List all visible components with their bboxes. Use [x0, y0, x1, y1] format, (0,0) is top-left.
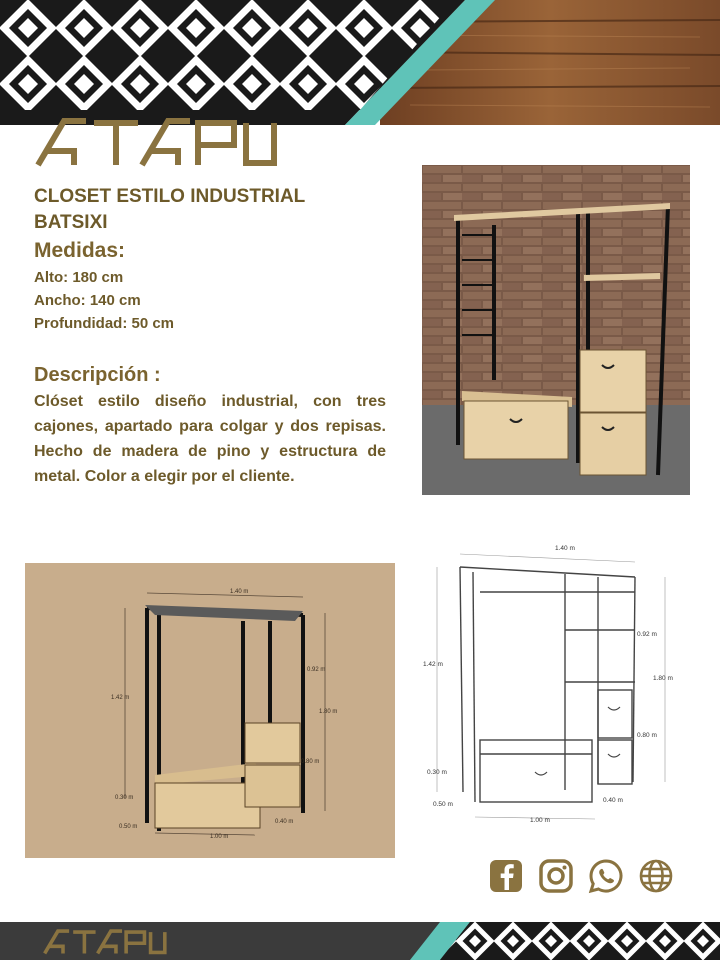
- atapu-footer-logo: [40, 928, 170, 956]
- render-dim-height-left: 1.42 m: [111, 695, 130, 701]
- facebook-icon[interactable]: [488, 858, 524, 894]
- render-dim-bottom: 1.00 m: [210, 834, 229, 840]
- render-dim-bottom-right: 0.40 m: [275, 819, 294, 825]
- measures-heading: Medidas:: [34, 239, 126, 262]
- drawing-dim-depth: 0.50 m: [433, 801, 453, 808]
- social-links: [488, 858, 678, 896]
- drawing-dim-top: 1.40 m: [555, 545, 575, 552]
- drawing-dim-bottom-right: 0.40 m: [603, 797, 623, 804]
- description-heading: Descripción :: [34, 364, 161, 386]
- product-name: BATSIXI: [34, 212, 108, 233]
- render-dim-shelf: 0.92 m: [307, 667, 326, 673]
- render-dim-drawer: 0.80 m: [301, 759, 320, 765]
- drawing-dim-base: 0.30 m: [427, 769, 447, 776]
- render-dim-base: 0.30 m: [115, 795, 134, 801]
- drawing-dim-shelf: 0.92 m: [637, 631, 657, 638]
- header-banner: [0, 0, 720, 125]
- measure-width: Ancho: 140 cm: [34, 292, 141, 309]
- 3d-render: [25, 563, 395, 858]
- measure-depth: Profundidad: 50 cm: [34, 315, 175, 332]
- render-dim-total: 1.80 m: [319, 709, 338, 715]
- drawing-dim-bottom: 1.00 m: [530, 817, 550, 824]
- web-globe-icon[interactable]: [638, 858, 674, 894]
- product-info: [34, 184, 386, 489]
- render-dim-depth: 0.50 m: [119, 824, 138, 830]
- product-title: CLOSET ESTILO INDUSTRIAL: [34, 186, 306, 207]
- whatsapp-icon[interactable]: [588, 858, 624, 894]
- drawing-dim-drawer: 0.80 m: [637, 732, 657, 739]
- drawing-dim-total: 1.80 m: [653, 675, 673, 682]
- instagram-icon[interactable]: [538, 858, 574, 894]
- render-dim-top: 1.40 m: [230, 589, 249, 595]
- technical-drawing: [415, 532, 685, 832]
- drawing-dim-height-left: 1.42 m: [423, 661, 443, 668]
- geometric-pattern: [0, 0, 470, 110]
- description-text: Clóset estilo diseño industrial, con tres cajones, apartado para colgar y dos repisas. Hecho de madera de pino y estructura de metal. Color a elegir por el cliente.: [34, 393, 386, 485]
- measure-height: Alto: 180 cm: [34, 269, 124, 286]
- product-photo: [422, 165, 690, 495]
- atapu-logo: [34, 115, 279, 170]
